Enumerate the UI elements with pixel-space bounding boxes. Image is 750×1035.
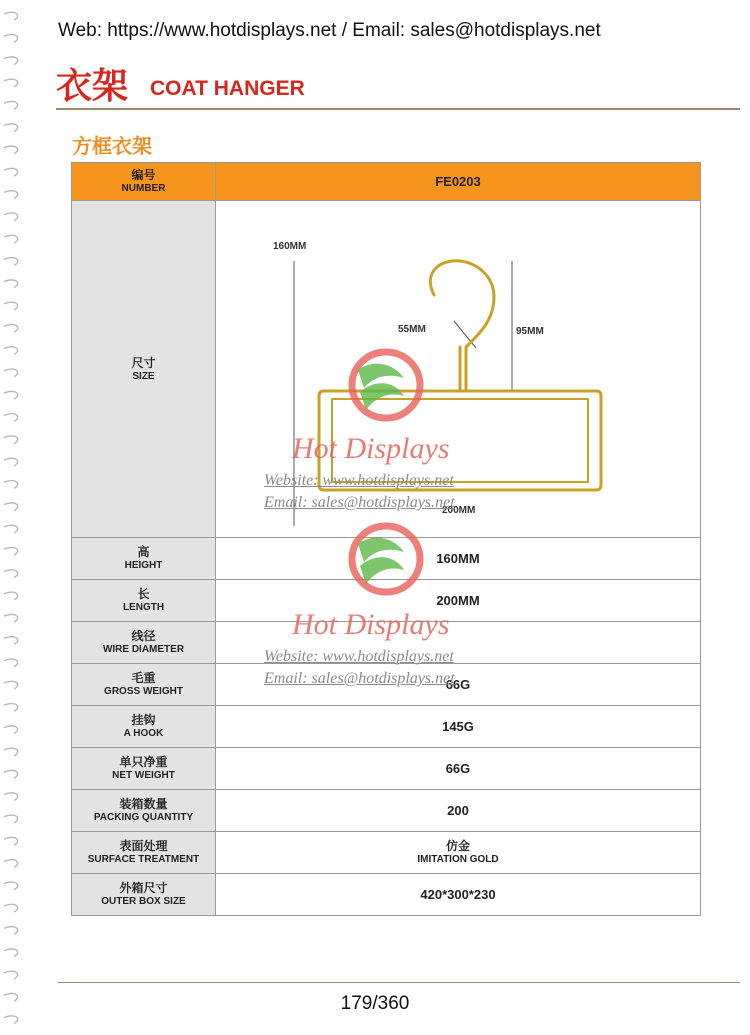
binding-ring: [4, 547, 18, 555]
category-title-cn: 衣架: [56, 66, 129, 107]
binding-ring: [4, 235, 18, 243]
binding-ring: [4, 614, 18, 622]
watermark-brand: Hot Displays: [292, 608, 450, 641]
hanger-drawing: [216, 201, 701, 537]
binding-ring: [4, 770, 18, 778]
category-title-en: COAT HANGER: [150, 77, 305, 100]
watermark-email: Email: sales@hotdisplays.net: [264, 494, 455, 511]
table-row: [72, 790, 701, 832]
row-label: 挂钩 A HOOK: [72, 706, 216, 748]
binding-ring: [4, 324, 18, 332]
binding-ring: [4, 101, 18, 109]
binding-ring: [4, 1016, 18, 1024]
binding-ring: [4, 124, 18, 132]
binding-ring: [4, 280, 18, 288]
binding-ring: [4, 525, 18, 533]
binding-ring: [4, 882, 18, 890]
size-label: 尺寸 SIZE: [72, 201, 216, 538]
binding-ring: [4, 57, 18, 65]
row-value: 145G: [216, 706, 701, 748]
binding-ring: [4, 481, 18, 489]
header-divider: [56, 108, 740, 110]
binding-ring: [4, 704, 18, 712]
page-number: 179/360: [340, 993, 410, 1014]
row-value: 66G: [216, 748, 701, 790]
binding-ring: [4, 168, 18, 176]
number-label: 编号 NUMBER: [72, 163, 216, 201]
watermark-website: Website: www.hotdisplays.net: [264, 648, 454, 665]
dim-total-height: 160MM: [273, 241, 307, 252]
table-row: [72, 706, 701, 748]
binding-ring: [4, 369, 18, 377]
row-label: 外箱尺寸 OUTER BOX SIZE: [72, 874, 216, 916]
product-number: FE0203: [216, 163, 701, 201]
spiral-binding: [0, 0, 24, 1035]
binding-ring: [4, 837, 18, 845]
table-row: [72, 832, 701, 874]
row-label: 长 LENGTH: [72, 580, 216, 622]
binding-ring: [4, 146, 18, 154]
binding-ring: [4, 815, 18, 823]
watermark-email: Email: sales@hotdisplays.net: [264, 670, 455, 687]
binding-ring: [4, 79, 18, 87]
table-row: [72, 622, 701, 664]
size-row: [72, 201, 701, 538]
watermark-brand: Hot Displays: [292, 432, 450, 465]
binding-ring: [4, 659, 18, 667]
row-value: 200: [216, 790, 701, 832]
row-value: 420*300*230: [216, 874, 701, 916]
dim-side: 95MM: [516, 326, 544, 337]
binding-ring: [4, 681, 18, 689]
table-row: [72, 874, 701, 916]
row-value: 160MM: [216, 538, 701, 580]
row-label: 表面处理 SURFACE TREATMENT: [72, 832, 216, 874]
row-label: 装箱数量 PACKING QUANTITY: [72, 790, 216, 832]
binding-ring: [4, 35, 18, 43]
binding-ring: [4, 436, 18, 444]
binding-ring: [4, 927, 18, 935]
binding-ring: [4, 414, 18, 422]
row-value: 200MM: [216, 580, 701, 622]
binding-ring: [4, 726, 18, 734]
row-label: 毛重 GROSS WEIGHT: [72, 664, 216, 706]
section-title: 方框衣架: [72, 134, 152, 158]
binding-ring: [4, 258, 18, 266]
binding-ring: [4, 458, 18, 466]
row-value: 仿金 IMITATION GOLD: [216, 832, 701, 874]
dim-width: 200MM: [442, 505, 476, 516]
row-label: 单只净重 NET WEIGHT: [72, 748, 216, 790]
binding-ring: [4, 570, 18, 578]
row-value: [216, 622, 701, 664]
binding-ring: [4, 592, 18, 600]
binding-ring: [4, 904, 18, 912]
table-row: [72, 748, 701, 790]
binding-ring: [4, 12, 18, 20]
binding-ring: [4, 748, 18, 756]
hanger-drawing-cell: [216, 201, 701, 538]
hanger-icon: [319, 261, 601, 490]
row-value: 66G: [216, 664, 701, 706]
binding-ring: [4, 191, 18, 199]
binding-ring: [4, 971, 18, 979]
binding-ring: [4, 503, 18, 511]
row-label: 线径 WIRE DIAMETER: [72, 622, 216, 664]
binding-ring: [4, 860, 18, 868]
binding-ring: [4, 793, 18, 801]
spec-table: [71, 162, 701, 916]
dim-hook: 55MM: [398, 324, 426, 335]
binding-ring: [4, 302, 18, 310]
table-row: [72, 664, 701, 706]
table-header-row: [72, 163, 701, 201]
binding-ring: [4, 637, 18, 645]
contact-header: Web: https://www.hotdisplays.net / Email: sales@hotdisplays.net: [58, 20, 601, 41]
table-row: [72, 580, 701, 622]
binding-ring: [4, 949, 18, 957]
binding-ring: [4, 391, 18, 399]
row-label: 高 HEIGHT: [72, 538, 216, 580]
binding-ring: [4, 347, 18, 355]
footer-divider: [58, 982, 740, 983]
binding-ring: [4, 213, 18, 221]
watermark-website: Website: www.hotdisplays.net: [264, 472, 454, 489]
table-row: [72, 538, 701, 580]
